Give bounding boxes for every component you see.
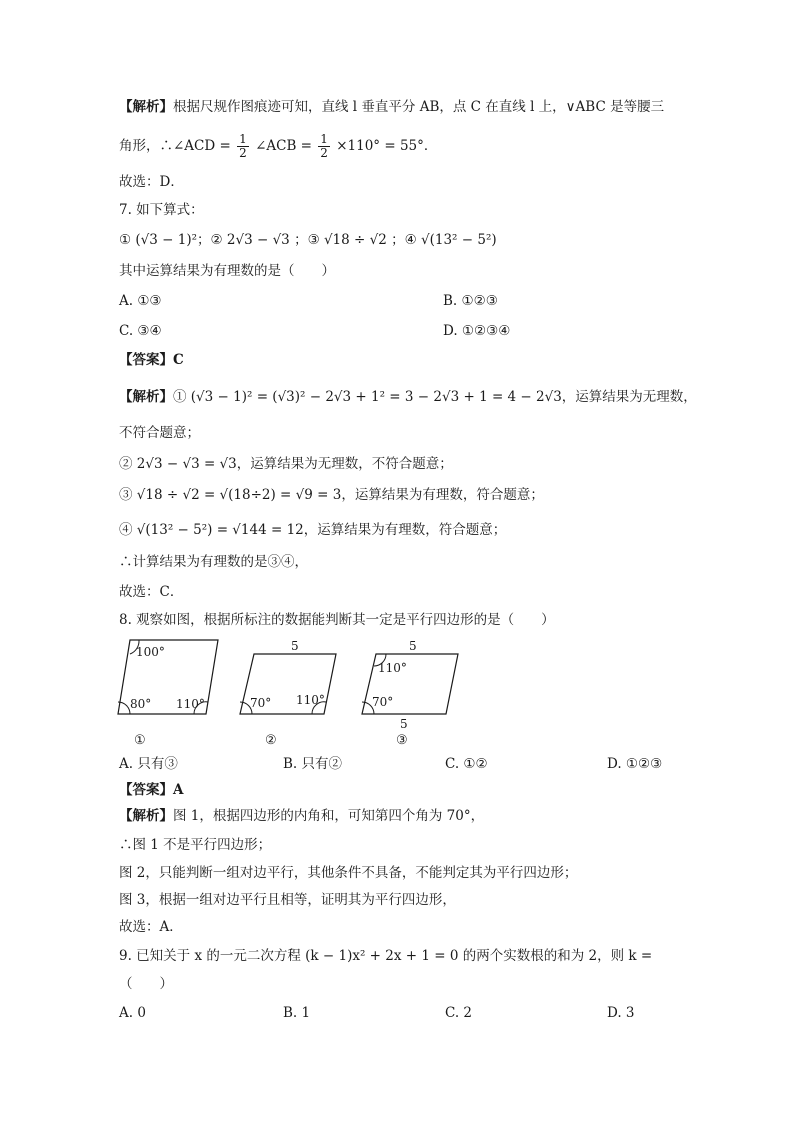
q7-analysis-1: 【解析】① (√3 − 1)² = (√3)² − 2√3 + 1² = 3 − 2√3 + 1 = 4 − 2√3，运算结果为无理数， bbox=[119, 389, 697, 405]
figure-1-quadrilateral bbox=[118, 640, 218, 748]
q9-stem: 9. 已知关于 x 的一元二次方程 (k − 1)x² + 2x + 1 = 0 的两个实数根的和为 2，则 k = bbox=[119, 948, 653, 964]
q7-analysis-3: ③ √18 ÷ √2 = √(18÷2) = √9 = 3，运算结果为有理数，符合题意； bbox=[119, 487, 544, 503]
q8-answer: 【答案】A bbox=[119, 782, 184, 798]
q8-option-c[interactable]: C. ①② bbox=[445, 756, 488, 772]
q8-choose: 故选：A． bbox=[119, 919, 183, 935]
q7-option-c[interactable]: C. ③④ bbox=[119, 323, 162, 339]
fig1-angle-80: 80° bbox=[130, 697, 152, 711]
q7-choose: 故选：C． bbox=[119, 584, 184, 600]
q9-option-b[interactable]: B. 1 bbox=[283, 1005, 311, 1021]
q7-stem: 7. 如下算式： bbox=[119, 202, 204, 218]
q9-option-a[interactable]: A. 0 bbox=[119, 1005, 146, 1021]
fig3-label: ③ bbox=[396, 733, 408, 748]
fig3-angle-70: 70° bbox=[372, 695, 394, 709]
q7-analysis-4: ④ √(13² − 5²) = √144 = 12，运算结果为有理数，符合题意； bbox=[119, 522, 507, 538]
q7-option-d[interactable]: D. ①②③④ bbox=[443, 323, 511, 339]
fig2-label: ② bbox=[265, 733, 277, 748]
fig2-angle-70: 70° bbox=[250, 696, 272, 710]
fig3-bottom-length: 5 bbox=[400, 717, 408, 731]
q8-figures bbox=[110, 632, 480, 750]
q9-paren: （ ） bbox=[119, 976, 173, 992]
fig1-angle-100: 100° bbox=[136, 645, 165, 659]
q7-answer: 【答案】C bbox=[119, 352, 184, 368]
fig2-top-length: 5 bbox=[291, 639, 299, 653]
fig1-label: ① bbox=[134, 733, 146, 748]
q9-option-d[interactable]: D. 3 bbox=[607, 1005, 635, 1021]
q7-option-a[interactable]: A. ①③ bbox=[119, 293, 162, 309]
fraction-half: $\frac{1}{2}$ bbox=[239, 132, 247, 160]
fig3-angle-110: 110° bbox=[378, 661, 407, 675]
q8-analysis-2: ∴图 1 不是平行四边形； bbox=[119, 837, 272, 853]
q9-option-c[interactable]: C. 2 bbox=[445, 1005, 473, 1021]
q6-analysis-tag: 【解析】 bbox=[119, 99, 173, 115]
q7-expressions: ① (√3 − 1)²；② 2√3 − √3 ；③ √18 ÷ √2 ；④ √(13² − 5²) bbox=[119, 232, 497, 248]
q7-analysis-2: ② 2√3 − √3 = √3，运算结果为无理数，不符合题意； bbox=[119, 456, 453, 472]
fraction-half: $\frac{1}{2}$ bbox=[320, 132, 328, 160]
q7-question: 其中运算结果为有理数的是（ ） bbox=[119, 263, 335, 279]
q8-analysis-1: 【解析】图 1，根据四边形的内角和，可知第四个角为 70°， bbox=[119, 808, 485, 824]
q7-option-b[interactable]: B. ①②③ bbox=[443, 293, 498, 309]
q6-analysis-line2: 角形，∴∠ACD = $\frac{1}{2}$ ∠ACB = $\frac{1}{2}$ ×110° = 55°． bbox=[119, 132, 438, 160]
fig2-angle-110: 110° bbox=[296, 693, 325, 707]
figure-2-quadrilateral bbox=[240, 639, 336, 748]
q6-analysis-line1: 【解析】根据尺规作图痕迹可知，直线 l 垂直平分 AB，点 C 在直线 l 上，∨ABC 是等腰三 bbox=[119, 99, 665, 115]
q8-stem: 8. 观察如图，根据所标注的数据能判断其一定是平行四边形的是（ ） bbox=[119, 612, 555, 628]
q8-analysis-3: 图 2，只能判断一组对边平行，其他条件不具备，不能判定其为平行四边形； bbox=[119, 865, 578, 881]
figure-3-quadrilateral bbox=[362, 639, 458, 748]
q8-option-d[interactable]: D. ①②③ bbox=[607, 756, 663, 772]
q7-conclusion: ∴计算结果为有理数的是③④， bbox=[119, 554, 308, 570]
q8-analysis-4: 图 3，根据一组对边平行且相等，证明其为平行四边形， bbox=[119, 892, 456, 908]
q7-analysis-1b: 不符合题意； bbox=[119, 425, 200, 441]
fig1-angle-110: 110° bbox=[176, 697, 205, 711]
q8-option-b[interactable]: B. 只有② bbox=[283, 756, 343, 772]
q8-option-a[interactable]: A. 只有③ bbox=[119, 756, 178, 772]
fig3-top-length: 5 bbox=[409, 639, 417, 653]
q6-choose: 故选：D． bbox=[119, 174, 184, 190]
